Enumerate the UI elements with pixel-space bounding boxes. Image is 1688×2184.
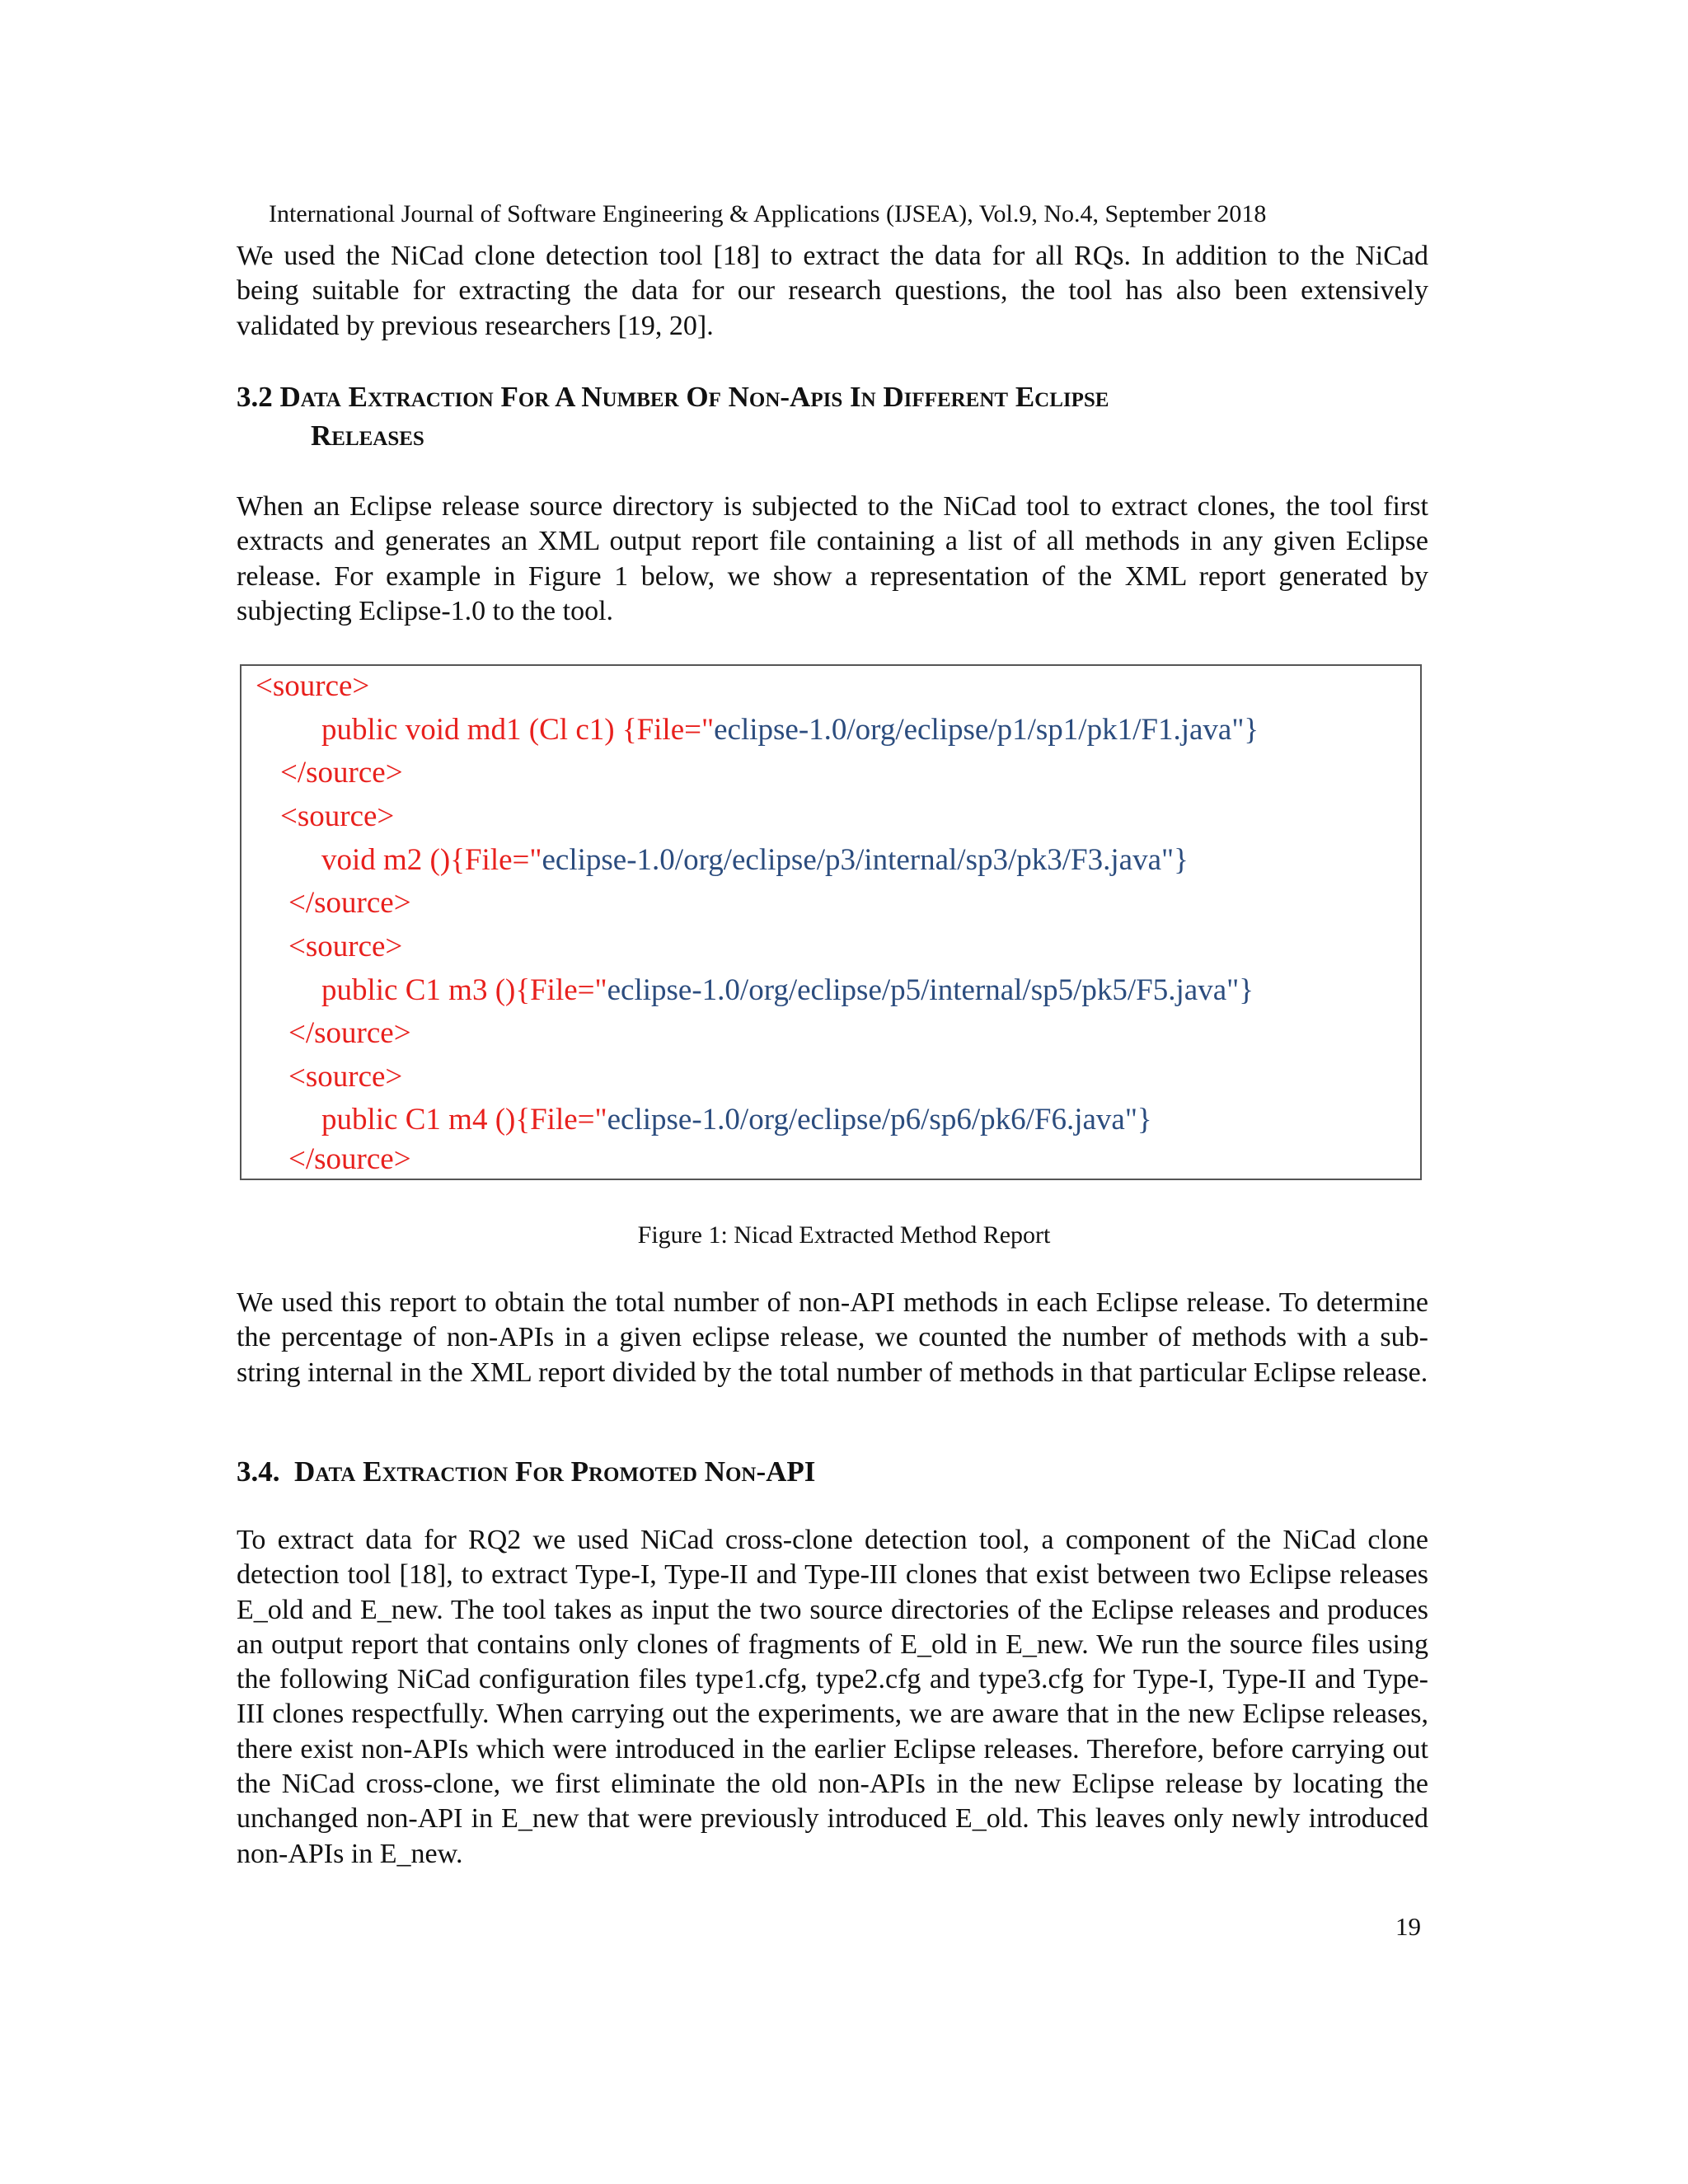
xml-report-figure bbox=[240, 664, 1422, 1180]
xml-line: </source> bbox=[288, 1016, 411, 1050]
xml-line: <source> bbox=[280, 799, 395, 833]
xml-line: <source> bbox=[256, 669, 370, 703]
section-number: 3.4. bbox=[237, 1455, 280, 1488]
section-number: 3.2 bbox=[237, 381, 273, 413]
paragraph-non-api-count: We used this report to obtain the total number of non-API methods in each Eclipse release. To determine the percentage of non-APIs in a given eclipse release, we counted the number of methods with a sub-string internal in the XML report divided by the total number of methods in that particular Eclipse release. bbox=[237, 1287, 1428, 1388]
xml-line: public void md1 (Cl c1) {File="eclipse-1.0/org/eclipse/p1/sp1/pk1/F1.java"} bbox=[321, 713, 1259, 747]
xml-line: void m2 (){File="eclipse-1.0/org/eclipse/p3/internal/sp3/pk3/F3.java"} bbox=[321, 843, 1189, 877]
section-title-line1: Data Extraction For A Number Of Non-Apis In Different Eclipse bbox=[279, 381, 1109, 413]
paragraph-cross-clone: To extract data for RQ2 we used NiCad cross-clone detection tool, a component of the NiCad clone detection tool [18], to extract Type-I, Type-II and Type-III clones that exist between two Eclipse releases E_old and E_new. The tool takes as input the two source directories of the Eclipse releases and produces an output report that contains only clones of fragments of E_old in E_new. We run the source files using the following NiCad configuration files type1.cfg, type2.cfg and type3.cfg for Type-I, Type-II and Type-III clones respectfully. When carrying out the experiments, we are aware that in the new Eclipse releases, there exist non-APIs which were introduced in the earlier Eclipse releases. Therefore, before carrying out the NiCad cross-clone, we first eliminate the old non-APIs in the new Eclipse release by locating the unchanged non-API in E_new that were previously introduced E_old. This leaves only newly introduced non-APIs in E_new. bbox=[237, 1525, 1428, 1869]
xml-line: public C1 m4 (){File="eclipse-1.0/org/eclipse/p6/sp6/pk6/F6.java"} bbox=[321, 1103, 1152, 1137]
section-heading-3-4 bbox=[237, 1452, 1428, 1491]
xml-line: <source> bbox=[288, 930, 403, 963]
page-number: 19 bbox=[1395, 1912, 1421, 1941]
xml-line: public C1 m3 (){File="eclipse-1.0/org/eclipse/p5/internal/sp5/pk5/F5.java"} bbox=[321, 973, 1254, 1007]
xml-line: </source> bbox=[288, 886, 411, 920]
section-title-line2: Releases bbox=[311, 419, 424, 452]
xml-line: <source> bbox=[288, 1060, 403, 1094]
section-heading-3-2 bbox=[237, 377, 1428, 455]
figure-caption: Figure 1: Nicad Extracted Method Report bbox=[637, 1221, 1051, 1249]
paragraph-xml-report: When an Eclipse release source directory is subjected to the NiCad tool to extract clones, the tool first extracts and generates an XML output report file containing a list of all methods in any given Eclipse release. For example in Figure 1 below, we show a representation of the XML report generated by subjecting Eclipse-1.0 to the tool. bbox=[237, 491, 1428, 626]
section-title: Data Extraction For Promoted Non-API bbox=[294, 1455, 816, 1488]
xml-line: </source> bbox=[288, 1142, 411, 1176]
running-header: International Journal of Software Engineering & Applications (IJSEA), Vol.9, No.4, September 2018 bbox=[269, 200, 1267, 227]
xml-line: </source> bbox=[280, 756, 403, 790]
paragraph-nicad-intro: We used the NiCad clone detection tool [18] to extract the data for all RQs. In addition to the NiCad being suitable for extracting the data for our research questions, the tool has also been extensively validated by previous researchers [19, 20]. bbox=[237, 241, 1428, 341]
